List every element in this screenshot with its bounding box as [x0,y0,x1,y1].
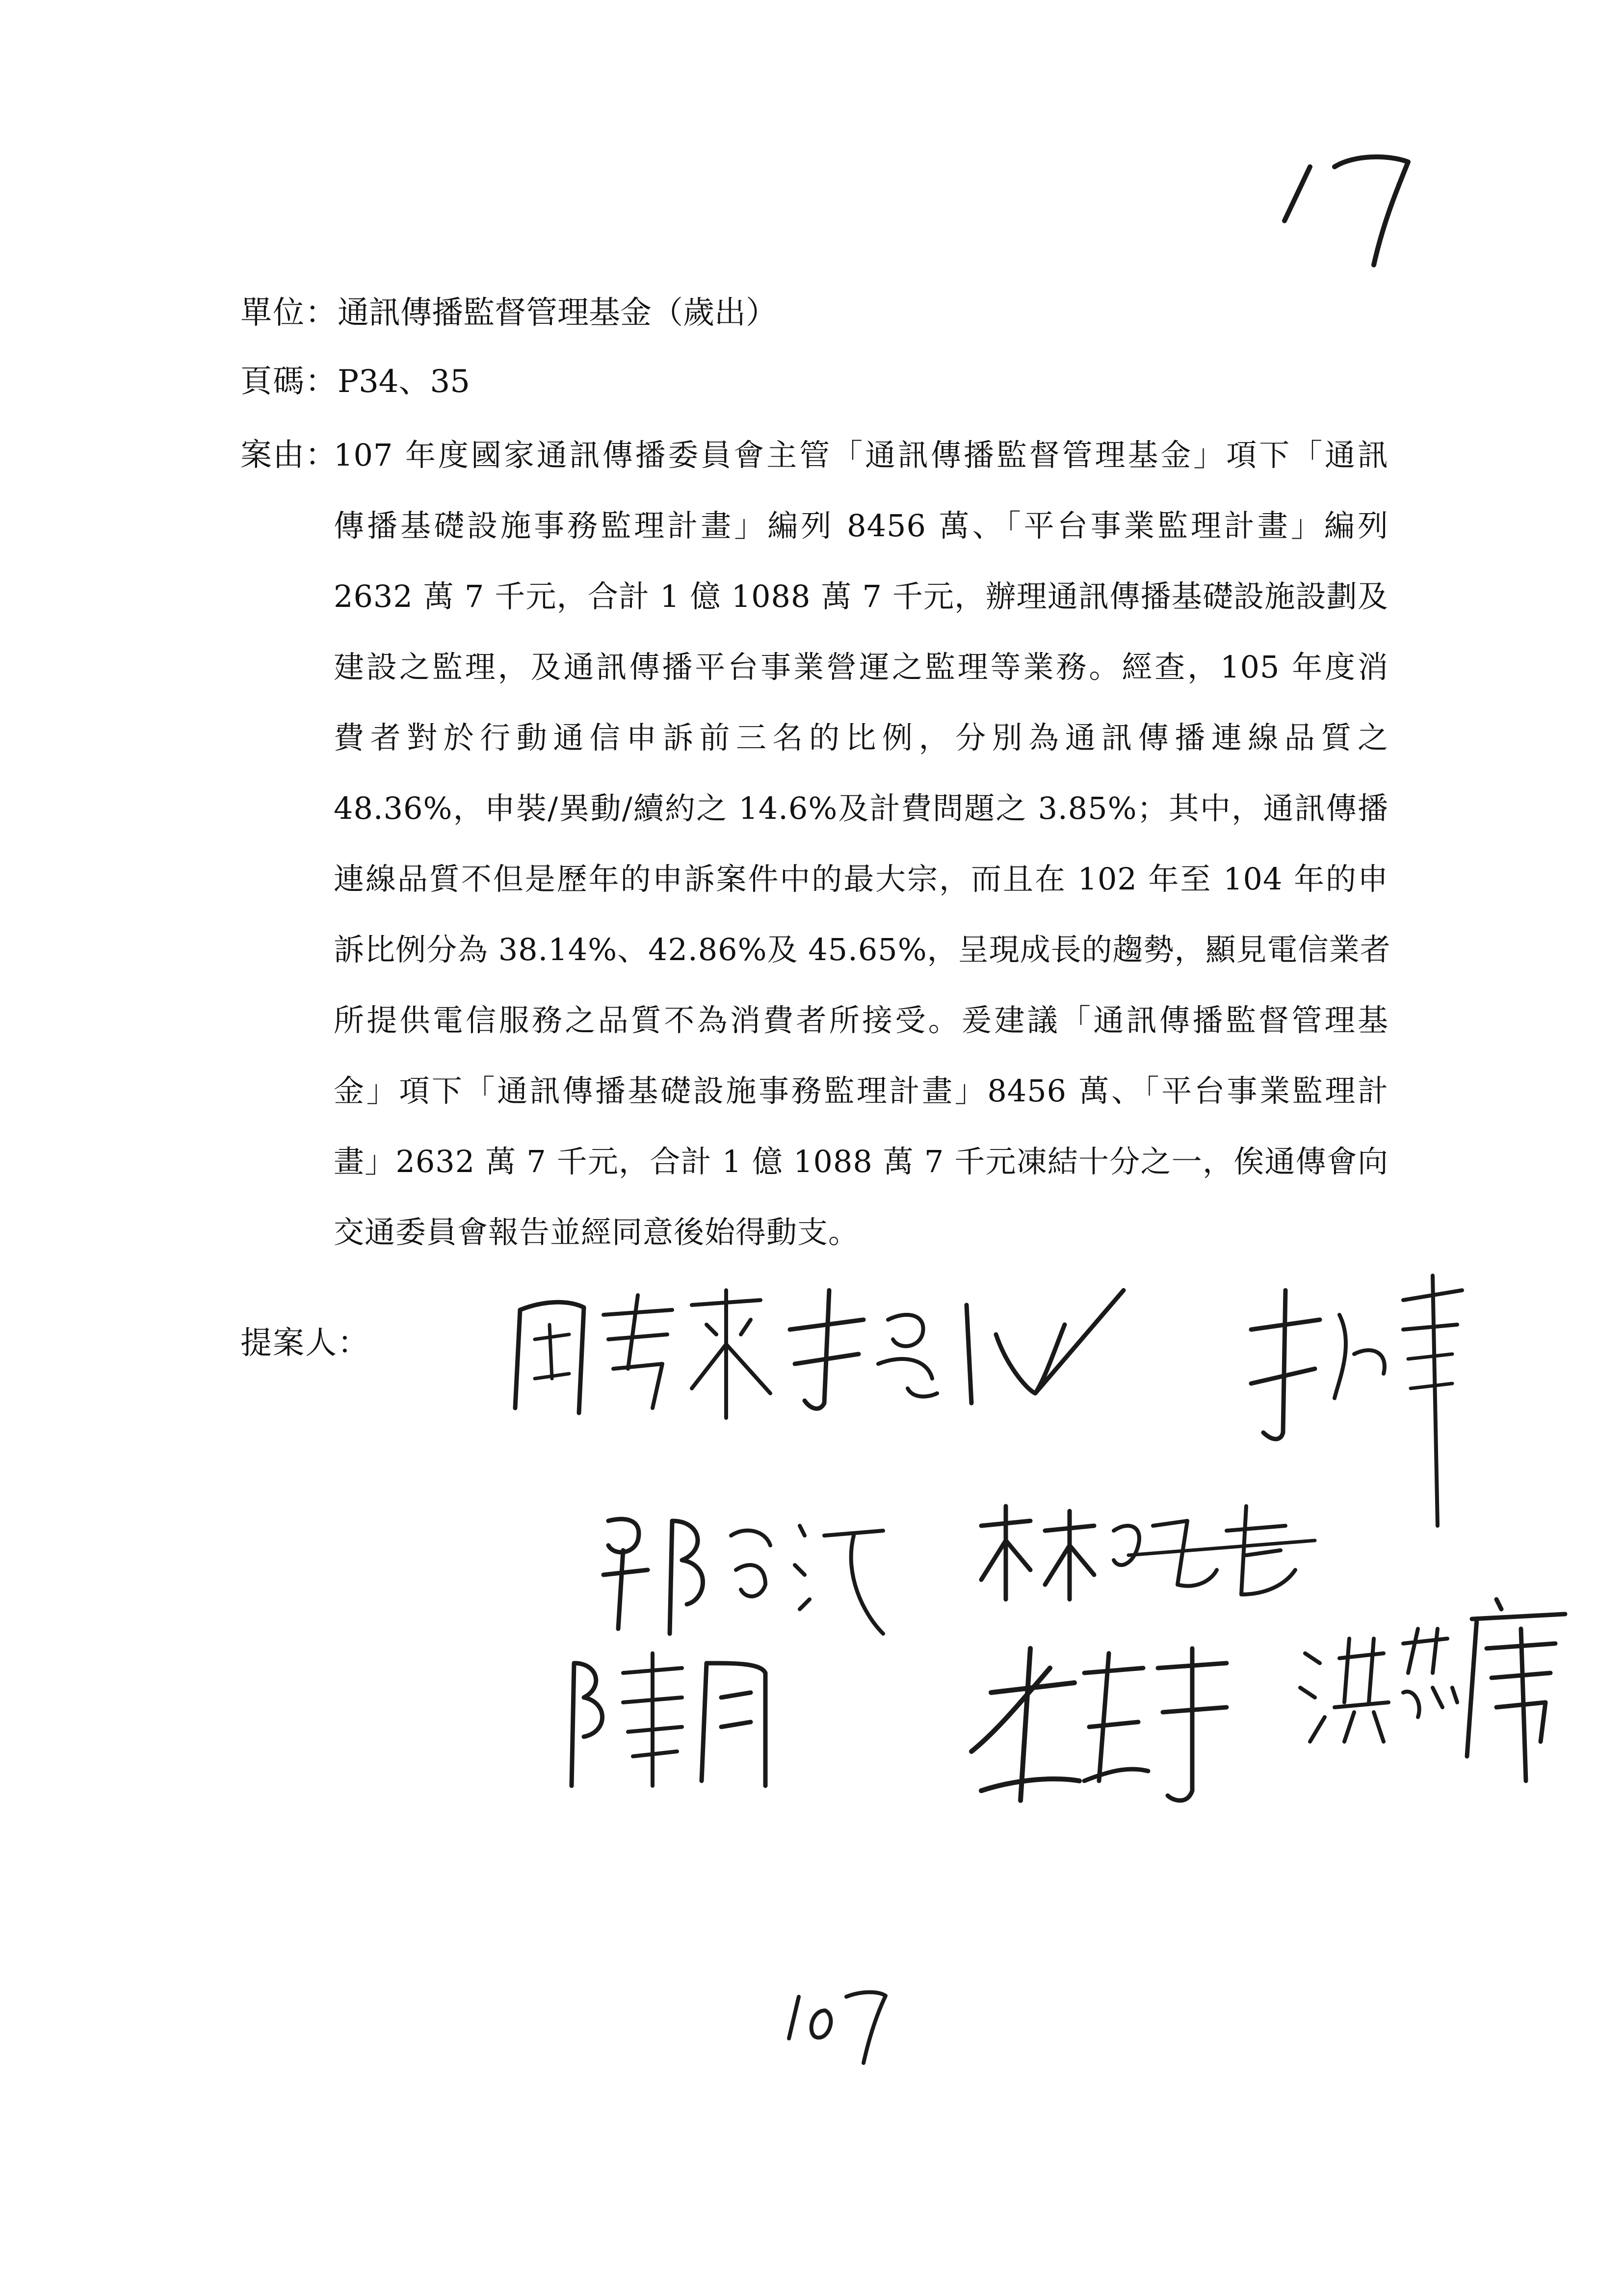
case-line: 金」項下「通訊傳播基礎設施事務監理計畫」8456 萬、「平台事業監理計 [334,1073,1388,1109]
signature-1 [505,1280,780,1428]
bottom-page-number [780,1982,893,2065]
page-row [240,358,470,405]
unit-label: 單位： [240,295,338,331]
case-line: 48.36%，申裝/異動/續約之 14.6%及計費問題之 3.85%；其中，通訊傳播 [334,790,1388,826]
case-line: 107 年度國家通訊傳播委員會主管「通訊傳播監督管理基金」項下「通訊 [334,437,1388,473]
unit-row [240,289,777,337]
signature-5 [971,1496,1325,1604]
signature-4 [589,1501,903,1644]
case-line: 訴比例分為 38.14%、42.86%及 45.65%，呈現成長的趨勢，顯見電信業者 [334,932,1391,967]
case-body [334,432,1391,1279]
case-line: 連線品質不但是歷年的申訴案件中的最大宗，而且在 102 年至 104 年的申 [334,861,1388,897]
signature-8 [1290,1580,1585,1786]
page-label: 頁碼： [240,364,338,400]
unit-value: 通訊傳播監督管理基金（歲出） [338,295,777,331]
case-line: 所提供電信服務之品質不為消費者所接受。爰建議「通訊傳播監督管理基 [334,1002,1388,1038]
signature-6 [559,1644,795,1796]
signature-7 [962,1634,1246,1810]
signature-3 [1241,1271,1487,1526]
case-line: 畫」2632 萬 7 千元，合計 1 億 1088 萬 7 千元凍結十分之一，俟通傳會向 [334,1144,1388,1179]
top-page-number [1276,147,1423,275]
case-line: 費者對於行動通信申訴前三名的比例，分別為通訊傳播連線品質之 [334,720,1388,756]
proposer-label: 提案人： [240,1325,370,1361]
case-line: 建設之監理，及通訊傳播平台事業營運之監理等業務。經查，105 年度消 [334,649,1388,685]
case-line: 交通委員會報告並經同意後始得動支。 [334,1214,860,1250]
signature-2 [780,1276,1138,1423]
case-line: 2632 萬 7 千元，合計 1 億 1088 萬 7 千元，辦理通訊傳播基礎設施設劃及 [334,578,1388,614]
case-label: 案由： [240,437,338,473]
page-value: P34、35 [338,364,470,400]
case-line: 傳播基礎設施事務監理計畫」編列 8456 萬、「平台事業監理計畫」編列 [334,508,1388,544]
